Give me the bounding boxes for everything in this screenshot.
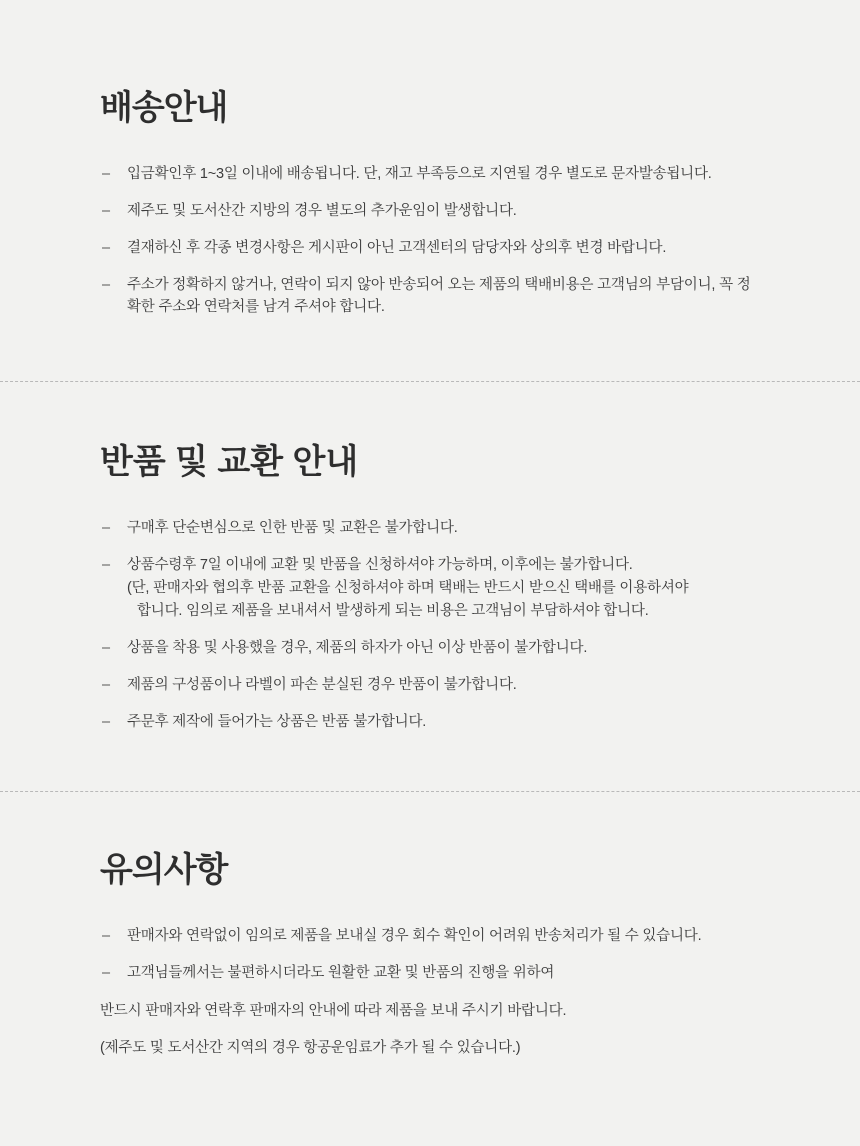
dash-bullet-icon: – (102, 202, 110, 219)
list-item-text: 결재하신 후 각종 변경사항은 게시판이 아닌 고객센터의 담당자와 상의후 변경 바랍니다. (127, 239, 667, 256)
list-item-subtext-2: 합니다. 임의로 제품을 보내셔서 발생하게 되는 비용은 고객님이 부담하셔야 합니다. (137, 602, 649, 619)
list-item-text: 주소가 정확하지 않거나, 연락이 되지 않아 반송되어 오는 제품의 택배비용은 고객님의 부담이니, 꼭 정확한 주소와 연락처를 남겨 주셔야 합니다. (127, 276, 751, 316)
dash-bullet-icon: – (102, 639, 110, 656)
notice-list (100, 925, 760, 985)
notice-section (0, 792, 860, 1059)
list-item (100, 237, 760, 260)
dash-bullet-icon: – (102, 676, 110, 693)
dash-bullet-icon: – (102, 239, 110, 256)
shipping-heading: 배송안내 (100, 89, 228, 127)
list-item (100, 674, 760, 697)
list-item-text: 고객님들께서는 불편하시더라도 원활한 교환 및 반품의 진행을 위하여 (127, 965, 555, 982)
dash-bullet-icon: – (102, 557, 110, 574)
dash-bullet-icon: – (102, 713, 110, 730)
list-item (100, 554, 760, 623)
dash-bullet-icon: – (102, 276, 110, 293)
list-item (100, 200, 760, 223)
list-item-text: 구매후 단순변심으로 인한 반품 및 교환은 불가합니다. (127, 520, 458, 537)
return-exchange-section (0, 382, 860, 733)
dash-bullet-icon: – (102, 165, 110, 182)
return-list (100, 517, 760, 733)
list-item-text: 제주도 및 도서산간 지방의 경우 별도의 추가운임이 발생합니다. (127, 202, 517, 219)
list-item (100, 962, 760, 985)
dash-bullet-icon: – (102, 928, 110, 945)
list-item-subtext-1: (단, 판매자와 협의후 반품 교환을 신청하셔야 하며 택배는 반드시 받으신 택배를 이용하셔야 (127, 579, 689, 596)
list-item-text: 제품의 구성품이나 라벨이 파손 분실된 경우 반품이 불가합니다. (127, 676, 517, 693)
dash-bullet-icon: – (102, 520, 110, 537)
shipping-list (100, 163, 760, 320)
dash-bullet-icon: – (102, 965, 110, 982)
list-item-text: 판매자와 연락없이 임의로 제품을 보내실 경우 회수 확인이 어려워 반송처리가 될 수 있습니다. (127, 928, 702, 945)
notice-line-4: (제주도 및 도서산간 지역의 경우 항공운임료가 추가 될 수 있습니다.) (100, 1039, 521, 1056)
notice-line-3: 반드시 판매자와 연락후 판매자의 안내에 따라 제품을 보내 주시기 바랍니다. (100, 1002, 567, 1019)
shipping-section (0, 0, 860, 319)
list-item (100, 163, 760, 186)
list-item (100, 274, 760, 320)
list-item-text: 상품수령후 7일 이내에 교환 및 반품을 신청하셔야 가능하며, 이후에는 불가합니다. (127, 557, 633, 574)
list-item (100, 517, 760, 540)
list-item (100, 637, 760, 660)
list-item-text: 상품을 착용 및 사용했을 경우, 제품의 하자가 아닌 이상 반품이 불가합니다. (127, 639, 588, 656)
notice-heading: 유의사항 (100, 851, 228, 890)
return-heading: 반품 및 교환 안내 (100, 443, 359, 482)
list-item (100, 925, 760, 948)
list-item-text: 주문후 제작에 들어가는 상품은 반품 불가합니다. (127, 713, 427, 730)
list-item-text: 입금확인후 1~3일 이내에 배송됩니다. 단, 재고 부족등으로 지연될 경우 별도로 문자발송됩니다. (127, 165, 712, 182)
list-item (100, 711, 760, 734)
